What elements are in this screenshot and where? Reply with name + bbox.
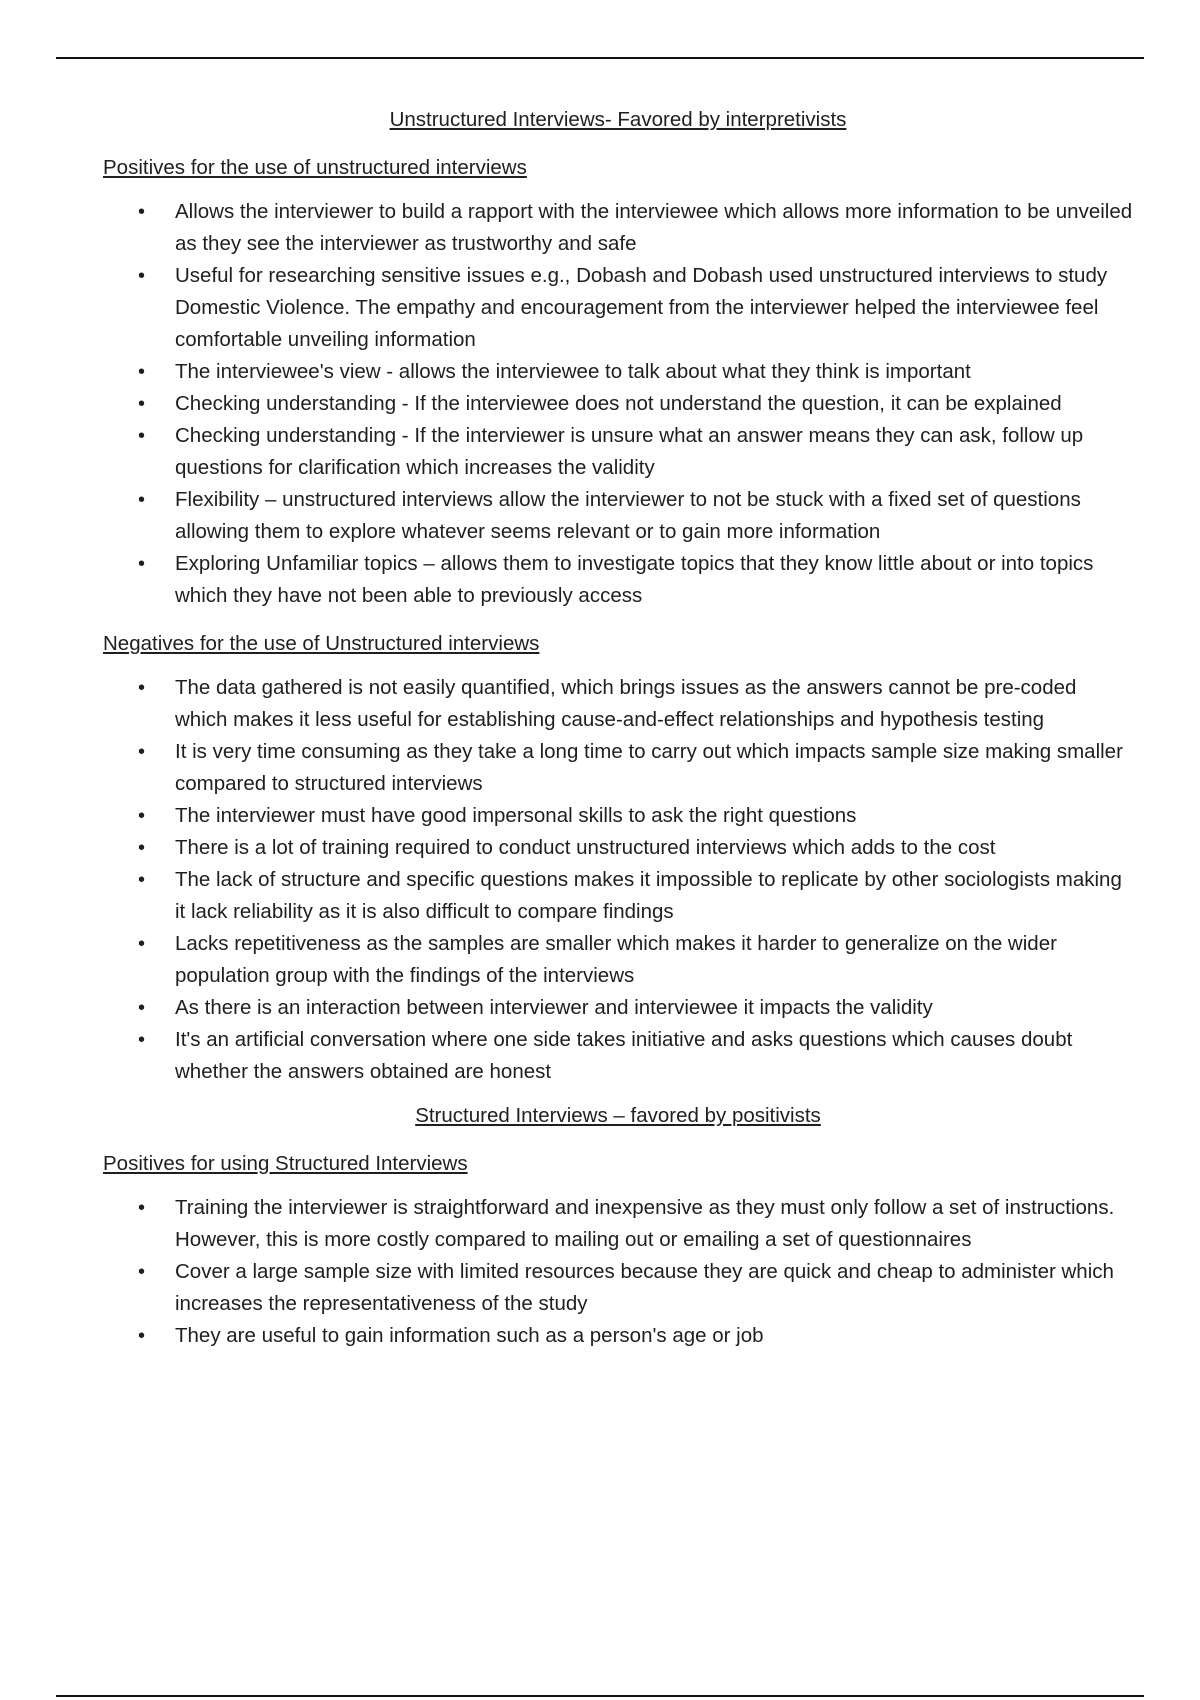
title-unstructured: Unstructured Interviews- Favored by interpretivists xyxy=(389,108,847,131)
list-item: • Lacks repetitiveness as the samples are smaller which makes it harder to generalize on the wider population group with the findings of the interviews xyxy=(103,928,1133,992)
spacer xyxy=(103,1088,1133,1100)
heading-negatives-unstructured: Negatives for the use of Unstructured interviews xyxy=(103,632,540,655)
bullet-icon: • xyxy=(138,805,146,827)
list-item: • It is very time consuming as they take a long time to carry out which impacts sample size making smaller compared to structured interviews xyxy=(103,736,1133,800)
list-item: • It's an artificial conversation where one side takes initiative and asks questions which causes doubt whether the answers obtained are honest xyxy=(103,1024,1133,1088)
list-item: • Training the interviewer is straightforward and inexpensive as they must only follow a set of instructions. However, this is more costly compared to mailing out or emailing a set of questionnaires xyxy=(103,1192,1133,1256)
list-positives-structured xyxy=(103,1192,1133,1352)
list-item: • Cover a large sample size with limited resources because they are quick and cheap to administer which increases the representativeness of the study xyxy=(103,1256,1133,1320)
list-item: • Checking understanding - If the interviewer is unsure what an answer means they can ask, follow up questions for clarification which increases the validity xyxy=(103,420,1133,484)
list-item: • There is a lot of training required to conduct unstructured interviews which adds to the cost xyxy=(103,832,1133,864)
bullet-icon: • xyxy=(138,201,146,223)
bullet-icon: • xyxy=(138,361,146,383)
bullet-icon: • xyxy=(138,869,146,891)
bullet-icon: • xyxy=(138,1029,146,1051)
title-structured: Structured Interviews – favored by positivists xyxy=(415,1104,821,1127)
bullet-icon: • xyxy=(138,265,146,287)
list-item: • Useful for researching sensitive issues e.g., Dobash and Dobash used unstructured interviews to study Domestic Violence. The empathy and encouragement from the interviewer helped the interviewee feel comfortable unveiling information xyxy=(103,260,1133,356)
bullet-icon: • xyxy=(138,741,146,763)
top-rule xyxy=(56,57,1144,59)
list-item: • Exploring Unfamiliar topics – allows them to investigate topics that they know little about or into topics which they have not been able to previously access xyxy=(103,548,1133,612)
bullet-icon: • xyxy=(138,677,146,699)
bottom-rule xyxy=(56,1695,1144,1697)
list-item: • Checking understanding - If the interviewee does not understand the question, it can be explained xyxy=(103,388,1133,420)
list-item: • Allows the interviewer to build a rapport with the interviewee which allows more information to be unveiled as they see the interviewer as trustworthy and safe xyxy=(103,196,1133,260)
document-body xyxy=(103,104,1133,1352)
list-item: • The lack of structure and specific questions makes it impossible to replicate by other sociologists making it lack reliability as it is also difficult to compare findings xyxy=(103,864,1133,928)
bullet-icon: • xyxy=(138,997,146,1019)
bullet-icon: • xyxy=(138,1197,146,1219)
list-item: • The data gathered is not easily quantified, which brings issues as the answers cannot be pre-coded which makes it less useful for establishing cause-and-effect relationships and hypothesis testing xyxy=(103,672,1133,736)
bullet-icon: • xyxy=(138,553,146,575)
bullet-icon: • xyxy=(138,393,146,415)
list-item: • The interviewer must have good impersonal skills to ask the right questions xyxy=(103,800,1133,832)
list-item: • They are useful to gain information such as a person's age or job xyxy=(103,1320,1133,1352)
heading-positives-structured: Positives for using Structured Interviews xyxy=(103,1152,468,1175)
list-item: • The interviewee's view - allows the interviewee to talk about what they think is important xyxy=(103,356,1133,388)
list-item: • Flexibility – unstructured interviews allow the interviewer to not be stuck with a fixed set of questions allowing them to explore whatever seems relevant or to gain more information xyxy=(103,484,1133,548)
heading-positives-unstructured: Positives for the use of unstructured interviews xyxy=(103,156,527,179)
bullet-icon: • xyxy=(138,1261,146,1283)
list-positives-unstructured xyxy=(103,196,1133,612)
bullet-icon: • xyxy=(138,837,146,859)
list-negatives-unstructured xyxy=(103,672,1133,1088)
bullet-icon: • xyxy=(138,933,146,955)
bullet-icon: • xyxy=(138,489,146,511)
bullet-icon: • xyxy=(138,1325,146,1347)
list-item: • As there is an interaction between interviewer and interviewee it impacts the validity xyxy=(103,992,1133,1024)
bullet-icon: • xyxy=(138,425,146,447)
